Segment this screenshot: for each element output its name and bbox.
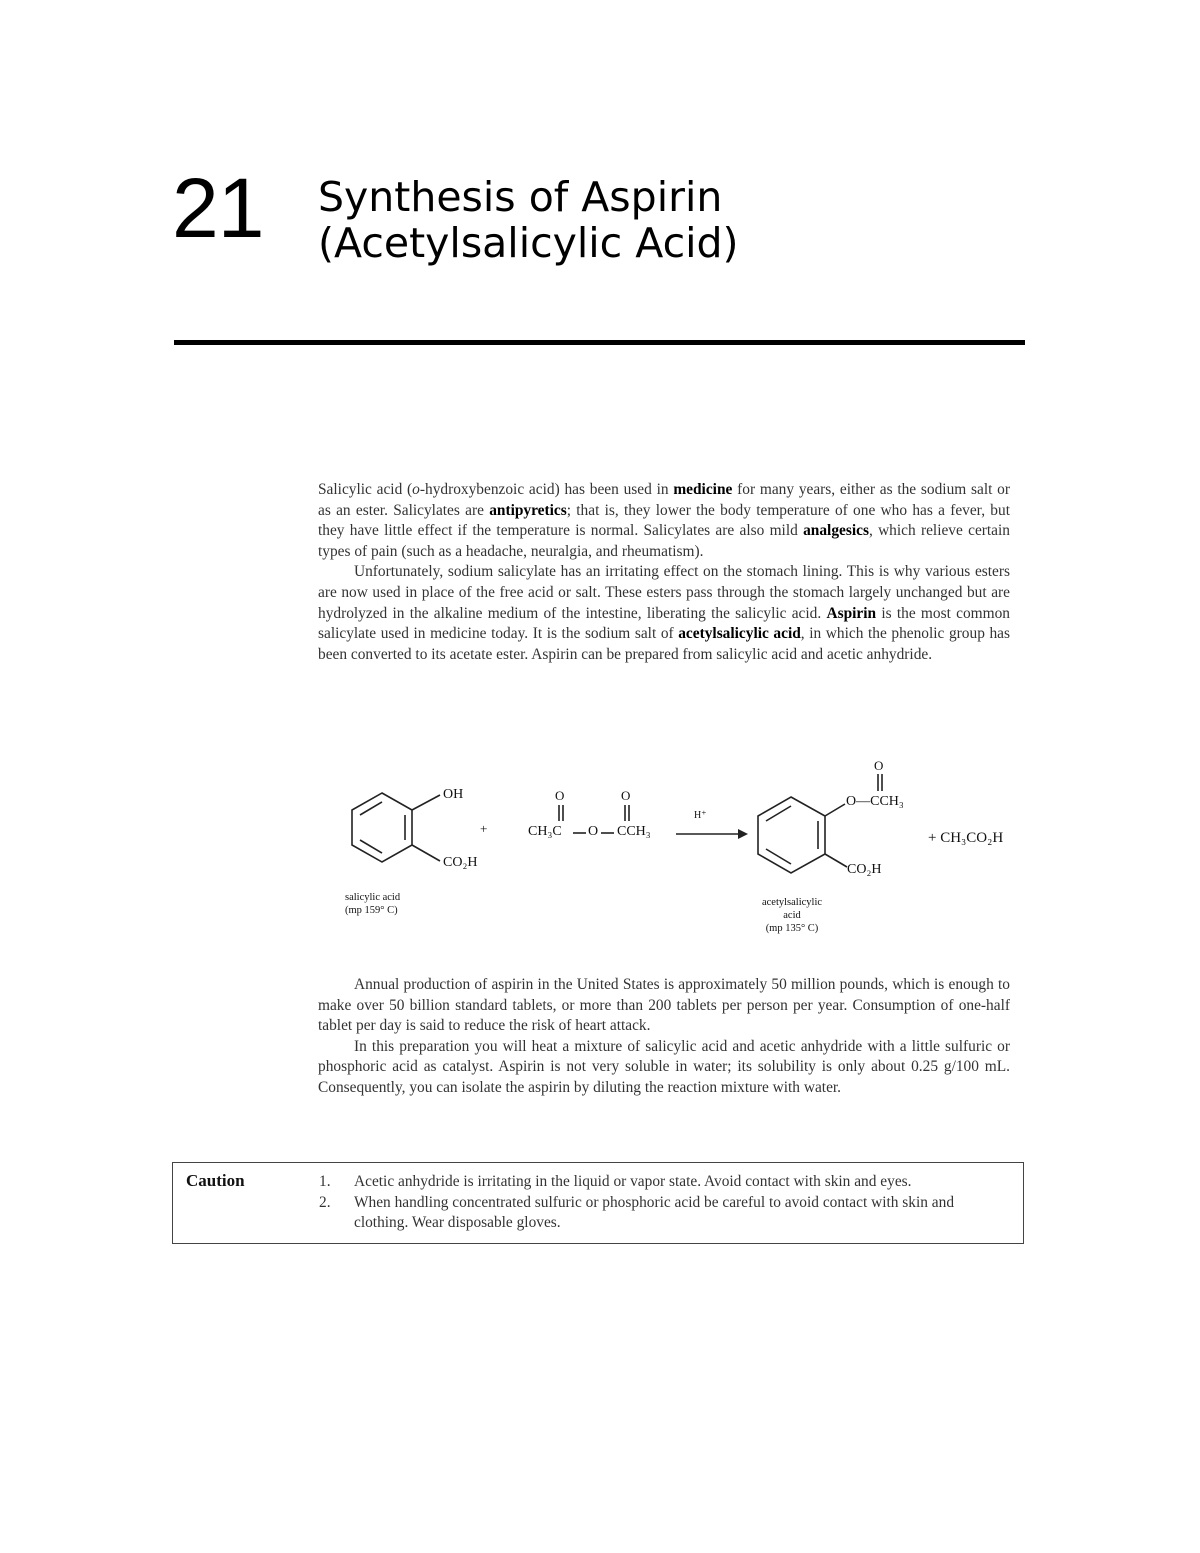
caution-item-number: 1. (319, 1173, 331, 1190)
co2h-label: CO₂H (443, 855, 478, 870)
text-run: Unfortunately, sodium salicylate has an irritating effect on the stomach lining. This is why various esters are now used in place of the free acid or salt. These esters pass through the stomach largely unchanged but are hydrolyzed in the alkaline medium of the intestine, liberating the salicylic acid. (318, 563, 1010, 622)
byproduct-label: + CH₃CO₂H (928, 830, 1004, 846)
reactant-name: salicylic acid (345, 892, 401, 903)
paragraph-3: Annual production of aspirin in the United States is approximately 50 million pounds, which is enough to make over 50 billion standard tablets, or more than 200 tablets per person per year. Consumption of one-half tablet per day is said to reduce the risk of heart attack. (318, 976, 1010, 1035)
product-name-line2: acid (783, 910, 801, 921)
caution-box (172, 1162, 1024, 1244)
co2h-bond (825, 854, 847, 867)
title-divider (174, 340, 1025, 345)
paragraph-1 (318, 480, 1010, 562)
term-antipyretics: antipyretics (489, 501, 567, 519)
text-run: Salicylic acid ( (318, 481, 413, 498)
text-run: -hydroxybenzoic acid) has been used in (419, 481, 674, 498)
carbonyl-o-label: O (874, 758, 884, 773)
product-caption (755, 896, 829, 935)
caution-item-text: When handling concentrated sulfuric or phosphoric acid be careful to avoid contact with skin and clothing. Wear disposable gloves. (354, 1193, 955, 1231)
product-mp: (mp 135° C) (765, 923, 819, 934)
text-run: is the most common salicylate used in medicine today. It is the sodium salt of (318, 604, 1010, 643)
oh-label: OH (443, 787, 464, 802)
term-aspirin: Aspirin (826, 604, 877, 622)
intro-section (318, 480, 1010, 665)
salicylic-benzene-ring (352, 793, 412, 862)
aspirin-benzene-ring (758, 797, 825, 873)
anhydride-right-label: CCH₃ (617, 824, 651, 839)
acetoxy-bond (825, 804, 845, 816)
paragraph-4: In this preparation you will heat a mixture of salicylic acid and acetic anhydride with a little sulfuric or phosphoric acid as catalyst. Aspirin is not very soluble in water; its solubility is only about 0.25 g/100 mL. Consequently, you can isolate the aspirin by diluting the reaction mixture with water. (318, 1037, 1010, 1096)
paragraph-2 (318, 562, 1010, 665)
caution-item (319, 1172, 1009, 1193)
text-run: ; that is, they lower the body temperature of one who has a fever, but they have little effect if the temperature is normal. Salicylates are also mild (318, 501, 1010, 540)
italic-o: o (412, 481, 420, 498)
oh-bond (412, 795, 440, 810)
co2h-label: CO₂H (847, 862, 882, 877)
plus-sign: + (480, 821, 488, 836)
catalyst-label: H⁺ (694, 810, 707, 821)
anhydride-oxygen-label: O (588, 824, 599, 839)
reactant-mp: (mp 159° C) (345, 905, 398, 916)
term-analgesics: analgesics (803, 522, 869, 540)
chapter-title-line1: Synthesis of Aspirin (318, 173, 723, 221)
caution-item-number: 2. (319, 1193, 331, 1211)
anhydride-left-label: CH₃C (528, 824, 562, 839)
term-medicine: medicine (673, 481, 733, 498)
chapter-number: 21 (172, 161, 264, 255)
text-run: for many years, either as the sodium salt or as an ester. Salicylates are (318, 481, 1010, 519)
carbonyl-o-label: O (621, 788, 631, 803)
text-run: , which relieve certain types of pain (such as a headache, neuralgia, and rheumatism). (318, 522, 1010, 560)
reaction-arrow-head (738, 829, 748, 839)
reaction-structures (330, 755, 1030, 955)
acetoxy-label: O—CCH₃ (846, 794, 904, 809)
co2h-bond (412, 845, 440, 861)
ring-double-bond (766, 806, 791, 821)
reactant-caption (345, 891, 400, 917)
ring-double-bond (766, 849, 791, 864)
carbonyl-o-label: O (555, 788, 565, 803)
term-acetylsalicylic-acid: acetylsalicylic acid (678, 625, 801, 643)
caution-item (319, 1193, 1009, 1234)
outro-section (318, 975, 1010, 1099)
chapter-title (318, 174, 739, 266)
caution-label: Caution (186, 1171, 245, 1190)
caution-list (319, 1172, 1009, 1234)
caution-item-text: Acetic anhydride is irritating in the liquid or vapor state. Avoid contact with skin and eyes. (354, 1173, 912, 1190)
chapter-title-line2: (Acetylsalicylic Acid) (318, 219, 739, 267)
reaction-scheme (330, 755, 1030, 955)
text-run: , in which the phenolic group has been converted to its acetate ester. Aspirin can be prepared from salicylic acid and acetic anhydride. (318, 625, 1010, 663)
product-name-line1: acetylsalicylic (761, 897, 823, 908)
